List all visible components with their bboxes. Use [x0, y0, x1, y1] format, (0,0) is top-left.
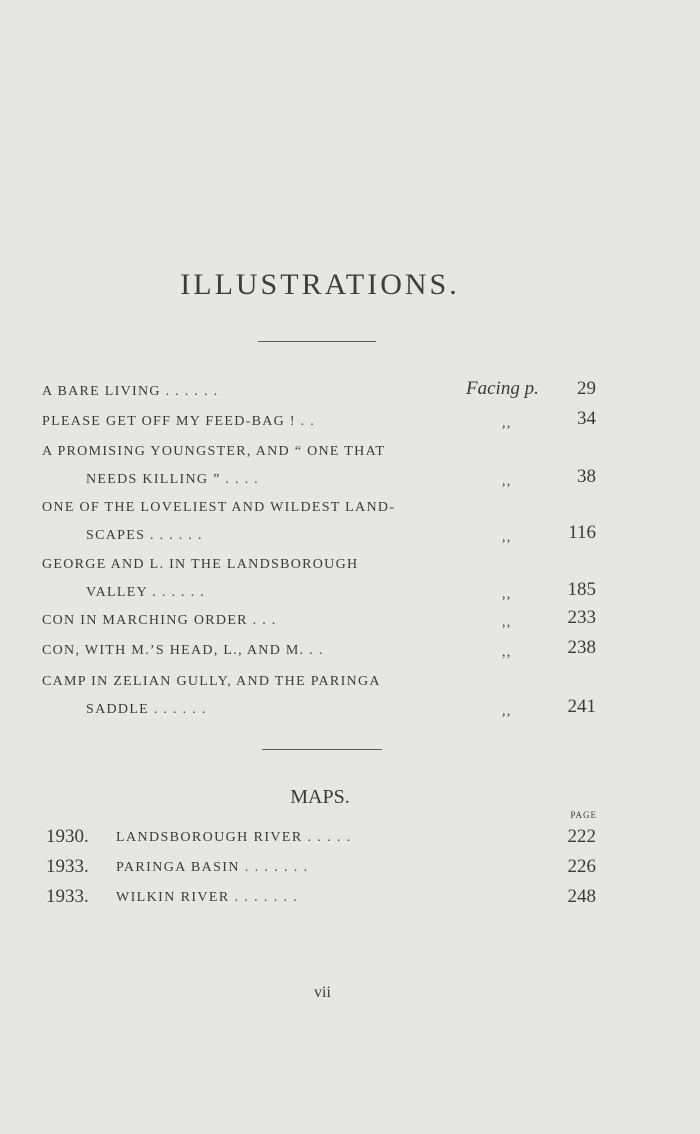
- illustration-title-line: VALLEY . . . . . .: [86, 585, 206, 600]
- illustration-page-number: 34: [577, 408, 596, 429]
- illustration-title-line: A BARE LIVING . . . . . .: [42, 384, 219, 399]
- illustration-title-line: CON, WITH M.’S HEAD, L., AND M. . .: [42, 643, 324, 658]
- page-title: ILLUSTRATIONS.: [180, 268, 460, 301]
- illustration-title-line: SCAPES . . . . . .: [86, 528, 203, 543]
- ditto-mark: ,,: [502, 416, 512, 431]
- map-year: 1933.: [46, 886, 89, 907]
- facing-page-label: Facing p.: [466, 378, 539, 399]
- map-page-number: 226: [567, 856, 596, 877]
- ditto-mark: ,,: [502, 615, 512, 630]
- map-year: 1930.: [46, 826, 89, 847]
- ditto-mark: ,,: [502, 645, 512, 660]
- illustration-page-number: 29: [577, 378, 596, 399]
- illustration-title-line: NEEDS KILLING ” . . . .: [86, 472, 259, 487]
- illustration-title-line: GEORGE AND L. IN THE LANDSBOROUGH: [42, 557, 359, 572]
- illustration-title-line: SADDLE . . . . . .: [86, 702, 207, 717]
- illustration-title-line: ONE OF THE LOVELIEST AND WILDEST LAND-: [42, 500, 396, 515]
- ditto-mark: ,,: [502, 704, 512, 719]
- section-rule: [262, 749, 382, 750]
- map-title: WILKIN RIVER . . . . . . .: [116, 890, 299, 905]
- ditto-mark: ,,: [502, 474, 512, 489]
- illustration-page-number: 241: [567, 696, 596, 717]
- map-page-number: 248: [567, 886, 596, 907]
- map-page-number: 222: [567, 826, 596, 847]
- ditto-mark: ,,: [502, 587, 512, 602]
- illustration-title-line: PLEASE GET OFF MY FEED-BAG ! . .: [42, 414, 316, 429]
- maps-heading: MAPS.: [290, 786, 350, 808]
- map-year: 1933.: [46, 856, 89, 877]
- illustration-page-number: 38: [577, 466, 596, 487]
- page-column-label: PAGE: [570, 810, 597, 820]
- illustration-page-number: 233: [567, 607, 596, 628]
- illustration-title-line: CAMP IN ZELIAN GULLY, AND THE PARINGA: [42, 674, 381, 689]
- illustration-title-line: A PROMISING YOUNGSTER, AND “ ONE THAT: [42, 444, 386, 459]
- title-rule: [258, 341, 376, 342]
- map-title: LANDSBOROUGH RIVER . . . . .: [116, 830, 352, 845]
- page-number: vii: [314, 984, 331, 1001]
- illustration-title-line: CON IN MARCHING ORDER . . .: [42, 613, 277, 628]
- illustration-page-number: 185: [567, 579, 596, 600]
- ditto-mark: ,,: [502, 530, 512, 545]
- map-title: PARINGA BASIN . . . . . . .: [116, 860, 309, 875]
- illustration-page-number: 116: [568, 522, 596, 543]
- illustration-page-number: 238: [567, 637, 596, 658]
